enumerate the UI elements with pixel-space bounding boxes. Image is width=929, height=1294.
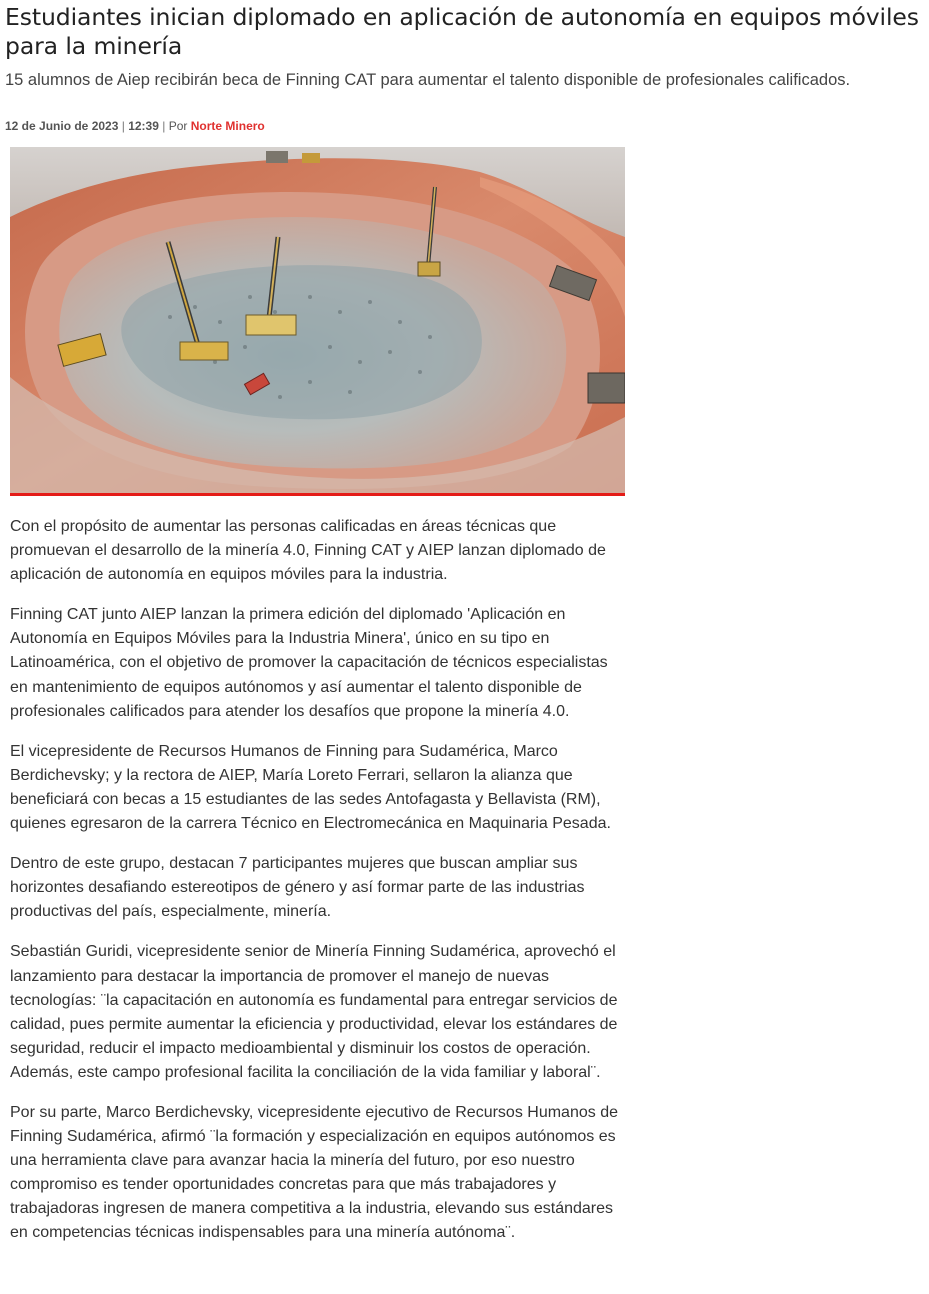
byline-separator: |: [121, 119, 125, 133]
article-paragraph: Sebastián Guridi, vicepresidente senior de Minería Finning Sudamérica, aprovechó el lanzamiento para destacar la importancia de promover el manejo de nuevas tecnologías: ¨la capacitación en autonomía es fundamental para entregar servicios de calidad, pues permite aumentar la eficiencia y productividad, elevar los estándares de seguridad, reducir el impacto medioambiental y disminuir los costos de operación. Además, este campo profesional facilita la conciliación de la vida familiar y laboral¨.: [10, 943, 618, 1081]
byline-separator: |: [162, 119, 166, 133]
mine-pit-photo: [10, 147, 625, 493]
publish-time: 12:39: [128, 119, 159, 133]
author-link[interactable]: Norte Minero: [190, 119, 265, 133]
article-title: Estudiantes inician diplomado en aplicación de autonomía en equipos móviles para la minería: [5, 3, 919, 60]
article-body: [10, 515, 625, 1262]
article-paragraph: Finning CAT junto AIEP lanzan la primera edición del diplomado 'Aplicación en Autonomía en Equipos Móviles para la Industria Minera', único en su tipo en Latinoamérica, con el objetivo de promover la capacitación de técnicos especialistas en mantenimiento de equipos autónomos y así aumentar el talento disponible de profesionales calificados para atender los desafíos que propone la minería 4.0.: [10, 606, 608, 720]
article-paragraph: Con el propósito de aumentar las personas calificadas en áreas técnicas que promuevan el desarrollo de la minería 4.0, Finning CAT y AIEP lanzan diplomado de aplicación de autonomía en equipos móviles para la industria.: [10, 518, 606, 584]
publish-date: 12 de Junio de 2023: [5, 119, 119, 133]
byline: [5, 118, 265, 134]
article-paragraph: El vicepresidente de Recursos Humanos de Finning para Sudamérica, Marco Berdichevsky; y la rectora de AIEP, María Loreto Ferrari, sellaron la alianza que beneficiará con becas a 15 estudiantes de las sedes Antofagasta y Bellavista (RM), quienes egresaron de la carrera Técnico en Electromecánica en Maquinaria Pesada.: [10, 742, 611, 833]
byline-by-label: Por: [168, 119, 188, 133]
article-subtitle: 15 alumnos de Aiep recibirán beca de Finning CAT para aumentar el talento disponible de profesionales calificados.: [5, 71, 851, 89]
article-paragraph: Por su parte, Marco Berdichevsky, vicepresidente ejecutivo de Recursos Humanos de Finning Sudamérica, afirmó ¨la formación y especialización en equipos autónomos es una herramienta clave para avanzar hacia la minería del futuro, por eso nuestro compromiso es tender oportunidades concretas para que más trabajadores y trabajadoras ingresen de manera competitiva a la industria, elevando sus estándares en competencias técnicas indispensables para una minería autónoma¨.: [10, 1103, 618, 1242]
article-paragraph: Dentro de este grupo, destacan 7 participantes mujeres que buscan ampliar sus horizontes desafiando estereotipos de género y así formar parte de las industrias productivas del país, especialmente, minería.: [10, 855, 585, 921]
article-hero-image: [10, 147, 625, 496]
